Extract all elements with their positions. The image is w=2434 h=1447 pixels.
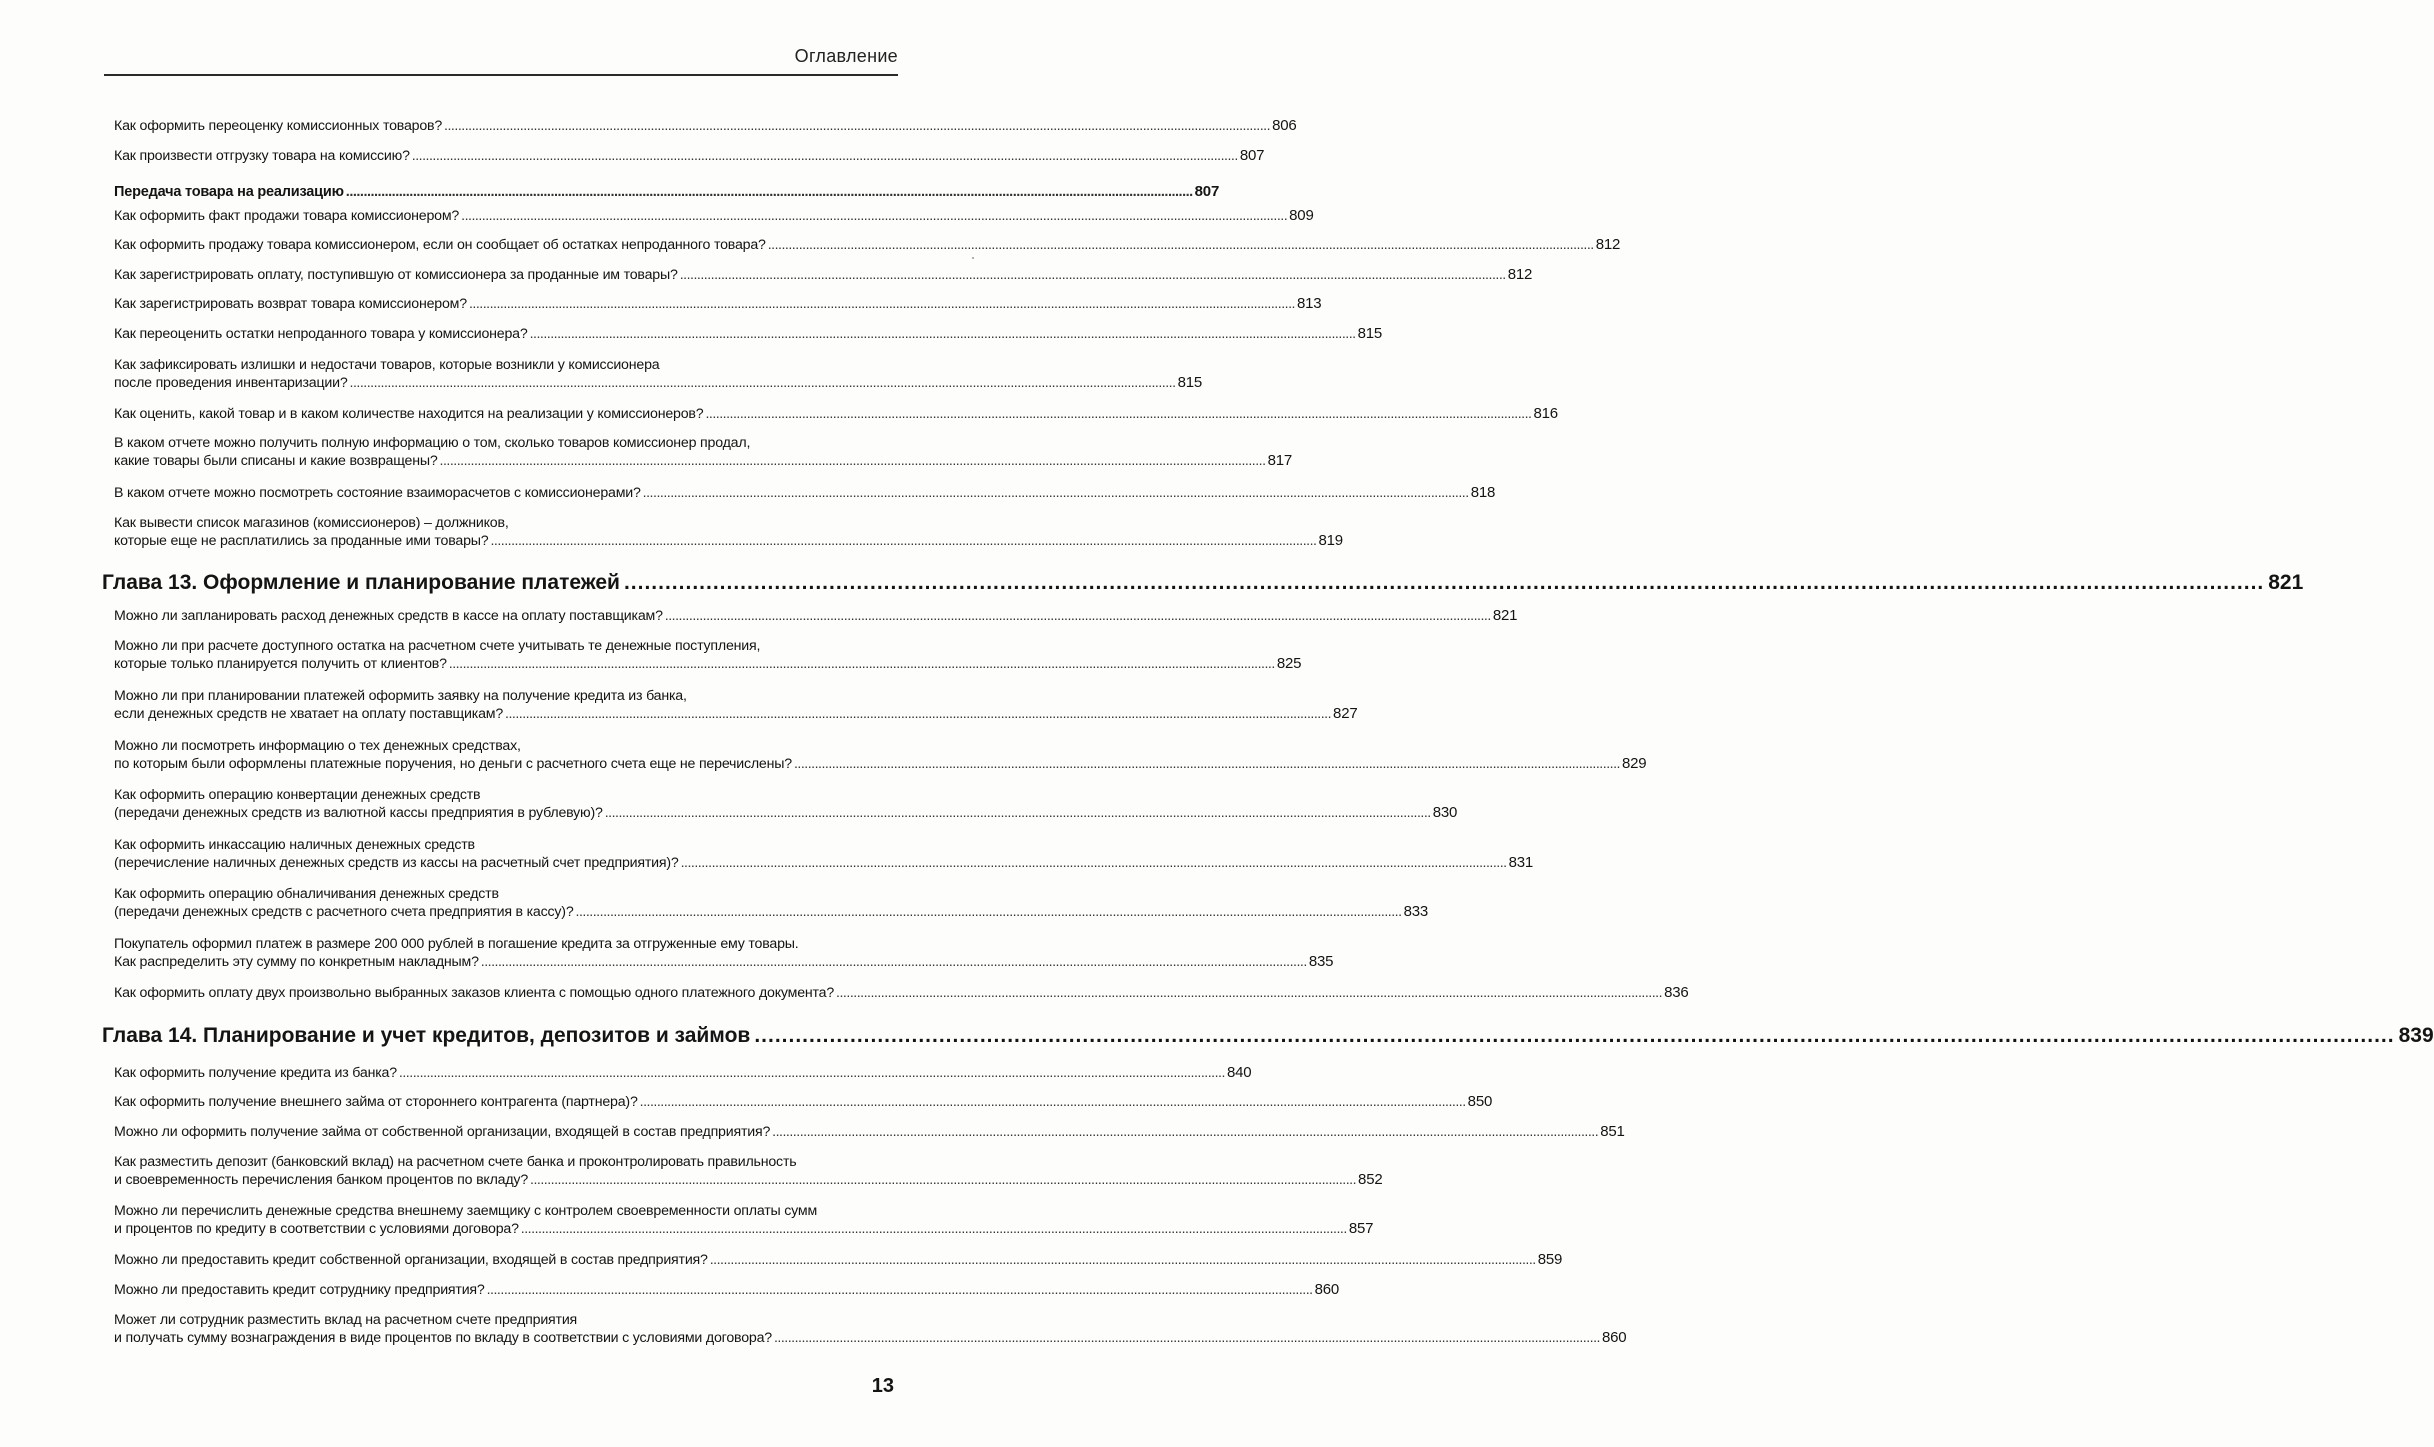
chapter-heading[interactable] <box>102 1023 2434 1049</box>
entry-text-line1: Можно ли при планировании платежей оформить заявку на получение кредита из банка, <box>114 688 687 704</box>
entry-text: Как переоценить остатки непроданного товара у комиссионера? <box>114 326 528 342</box>
entry-page: 806 <box>1272 117 1297 134</box>
toc-entry[interactable] <box>114 514 1343 550</box>
entry-text: и получать сумму вознаграждения в виде процентов по вкладу в соответствии с условиями договора? <box>114 1330 772 1346</box>
entry-text: которые только планируется получить от клиентов? <box>114 656 447 672</box>
toc-entry[interactable] <box>114 885 1428 921</box>
toc-entry[interactable] <box>114 1251 1563 1269</box>
leader-dots: ................................................................................................................................................................................................................................................ <box>486 1282 1313 1298</box>
toc-entry[interactable] <box>114 607 1518 625</box>
leader-dots: ................................................................................................................................................................................................................................................ <box>623 571 2265 594</box>
entry-text: Можно ли предоставить кредит сотруднику предприятия? <box>114 1282 485 1298</box>
entry-page: 833 <box>1403 903 1428 920</box>
entry-text-line1: Как разместить депозит (банковский вклад) на расчетном счете банка и проконтролировать правильность <box>114 1154 797 1170</box>
entry-text: Как оформить продажу товара комиссионером, если он сообщает об остатках непроданного товара? <box>114 237 766 253</box>
entry-page: 827 <box>1333 705 1358 722</box>
section-text: Передача товара на реализацию <box>114 184 344 200</box>
entry-text: Можно ли оформить получение займа от собственной организации, входящей в состав предприятия? <box>114 1124 771 1140</box>
entry-page: 817 <box>1267 452 1292 469</box>
chapter-heading[interactable] <box>102 570 2304 596</box>
leader-dots: ................................................................................................................................................................................................................................................ <box>448 656 1275 672</box>
leader-dots: ................................................................................................................................................................................................................................................ <box>490 533 1317 549</box>
entry-page: 831 <box>1508 854 1534 871</box>
leader-dots: ................................................................................................................................................................................................................................................ <box>529 326 1356 342</box>
leader-dots: ................................................................................................................................................................................................................................................ <box>520 1221 1347 1237</box>
entry-text: и процентов по кредиту в соответствии с условиями договора? <box>114 1221 519 1237</box>
entry-text: какие товары были списаны и какие возвращены? <box>114 453 438 469</box>
entry-page: 807 <box>1239 147 1265 164</box>
entry-text-line1: Покупатель оформил платеж в размере 200 000 рублей в погашение кредита за отгруженные ему товары. <box>114 936 799 952</box>
toc-entry[interactable] <box>114 295 1322 313</box>
entry-page: 816 <box>1533 405 1558 422</box>
entry-text-line1: Как зафиксировать излишки и недостачи товаров, которые возникли у комиссионера <box>114 357 660 373</box>
leader-dots: ................................................................................................................................................................................................................................................ <box>461 208 1288 224</box>
entry-page: 812 <box>1507 266 1533 283</box>
toc-entry[interactable] <box>114 434 1292 470</box>
running-header <box>104 40 898 76</box>
toc-entry[interactable] <box>114 147 1265 165</box>
page-number: 13 <box>871 1375 894 1397</box>
toc-entry[interactable] <box>114 984 1689 1002</box>
leader-dots: ................................................................................................................................................................................................................................................ <box>836 985 1663 1001</box>
entry-page: 818 <box>1470 484 1496 501</box>
entry-text-line1: Можно ли при расчете доступного остатка на расчетном счете учитывать те денежные поступления, <box>114 638 761 654</box>
entry-text: по которым были оформлены платежные поручения, но деньги с расчетного счета еще не перечислены? <box>114 756 792 772</box>
leader-dots: ................................................................................................................................................................................................................................................ <box>411 148 1238 164</box>
entry-page: 851 <box>1600 1123 1625 1140</box>
entry-page: 815 <box>1357 325 1383 342</box>
entry-text-line1: Как оформить операцию обналичивания денежных средств <box>114 886 499 902</box>
entry-text: Можно ли предоставить кредит собственной организации, входящей в состав предприятия? <box>114 1252 708 1268</box>
entry-page: 840 <box>1226 1064 1252 1081</box>
entry-text: Можно ли запланировать расход денежных средств в кассе на оплату поставщикам? <box>114 608 663 624</box>
leader-dots: ................................................................................................................................................................................................................................................ <box>679 267 1506 283</box>
toc-entry[interactable] <box>114 484 1496 502</box>
entry-text: Как оформить переоценку комиссионных товаров? <box>114 118 443 134</box>
entry-text: Как распределить эту сумму по конкретным накладным? <box>114 954 479 970</box>
leader-dots: ................................................................................................................................................................................................................................................ <box>604 805 1431 821</box>
toc-entry[interactable] <box>114 405 1558 423</box>
entry-page: 860 <box>1602 1329 1627 1346</box>
entry-text: Как оценить, какой товар и в каком количестве находится на реализации у комиссионеров? <box>114 406 704 422</box>
leader-dots: ................................................................................................................................................................................................................................................ <box>349 375 1176 391</box>
leader-dots: ................................................................................................................................................................................................................................................ <box>575 904 1402 920</box>
entry-text: если денежных средств не хватает на оплату поставщикам? <box>114 706 504 722</box>
leader-dots: ................................................................................................................................................................................................................................................ <box>505 706 1332 722</box>
leader-dots: ................................................................................................................................................................................................................................................ <box>754 1024 2395 1047</box>
entry-text: Как зарегистрировать возврат товара комиссионером? <box>114 296 467 312</box>
chapter-page: 821 <box>2268 571 2304 594</box>
entry-page: 819 <box>1318 532 1343 549</box>
entry-text: Как зарегистрировать оплату, поступившую от комиссионера за проданные им товары? <box>114 267 678 283</box>
entry-page: 850 <box>1467 1093 1493 1110</box>
leader-dots: ................................................................................................................................................................................................................................................ <box>793 756 1620 772</box>
leader-dots: ................................................................................................................................................................................................................................................ <box>767 237 1594 253</box>
entry-page: 857 <box>1348 1220 1374 1237</box>
entry-text: которые еще не расплатились за проданные ими товары? <box>114 533 489 549</box>
entry-text: после проведения инвентаризации? <box>114 375 348 391</box>
leader-dots: ................................................................................................................................................................................................................................................ <box>639 1094 1466 1110</box>
entry-text: (передачи денежных средств с расчетного счета предприятия в кассу)? <box>114 904 574 920</box>
leader-dots: ................................................................................................................................................................................................................................................ <box>398 1065 1225 1081</box>
entry-text: Как произвести отгрузку товара на комиссию? <box>114 148 410 164</box>
toc-section[interactable] <box>114 183 1220 201</box>
entry-text-line1: Как оформить инкассацию наличных денежных средств <box>114 837 475 853</box>
toc-entry[interactable] <box>114 935 1334 971</box>
entry-text: (передачи денежных средств из валютной кассы предприятия в рублевую)? <box>114 805 603 821</box>
leader-dots: ................................................................................................................................................................................................................................................ <box>773 1330 1600 1346</box>
entry-text: В каком отчете можно посмотреть состояние взаиморасчетов с комиссионерами? <box>114 485 641 501</box>
entry-text-line1: Как оформить операцию конвертации денежных средств <box>114 787 481 803</box>
toc-entry[interactable] <box>114 1093 1493 1111</box>
leader-dots: ................................................................................................................................................................................................................................................ <box>345 184 1193 200</box>
entry-page: 815 <box>1177 374 1202 391</box>
toc-entry[interactable] <box>114 236 1621 254</box>
entry-page: 852 <box>1358 1171 1383 1188</box>
leader-dots: ................................................................................................................................................................................................................................................ <box>480 954 1307 970</box>
entry-text-line1: Можно ли перечислить денежные средства внешнему заемщику с контролем своевременности оплаты сумм <box>114 1203 818 1219</box>
toc-entry[interactable] <box>114 737 1647 773</box>
chapter-title: Глава 13. Оформление и планирование платежей <box>102 571 620 594</box>
leader-dots: ................................................................................................................................................................................................................................................ <box>530 1172 1357 1188</box>
entry-page: 829 <box>1621 755 1647 772</box>
toc-entry[interactable] <box>114 325 1383 343</box>
entry-page: 835 <box>1308 953 1334 970</box>
leader-dots: ................................................................................................................................................................................................................................................ <box>439 453 1266 469</box>
leader-dots: ................................................................................................................................................................................................................................................ <box>680 855 1507 871</box>
leader-dots: ................................................................................................................................................................................................................................................ <box>468 296 1295 312</box>
toc-entry[interactable] <box>114 836 1534 872</box>
entry-text-line1: Может ли сотрудник разместить вклад на расчетном счете предприятия <box>114 1312 578 1328</box>
leader-dots: ................................................................................................................................................................................................................................................ <box>664 608 1491 624</box>
entry-page: 860 <box>1314 1281 1340 1298</box>
leader-dots: ................................................................................................................................................................................................................................................ <box>444 118 1271 134</box>
toc-entry[interactable] <box>114 637 1302 673</box>
toc-entry[interactable] <box>114 1311 1627 1347</box>
entry-page: 830 <box>1432 804 1458 821</box>
entry-page: 821 <box>1492 607 1518 624</box>
section-page: 807 <box>1194 183 1220 200</box>
chapter-title: Глава 14. Планирование и учет кредитов, депозитов и займов <box>102 1024 751 1047</box>
toc-entry[interactable] <box>114 1064 1252 1082</box>
toc-entry[interactable] <box>114 207 1314 225</box>
leader-dots: ................................................................................................................................................................................................................................................ <box>705 406 1532 422</box>
entry-text: Как оформить факт продажи товара комиссионером? <box>114 208 460 224</box>
entry-text-line1: Можно ли посмотреть информацию о тех денежных средствах, <box>114 738 521 754</box>
toc-entry[interactable] <box>114 786 1458 822</box>
toc-entry[interactable] <box>114 1123 1625 1141</box>
toc-entry[interactable] <box>114 1202 1374 1238</box>
toc-entry[interactable] <box>114 1281 1340 1299</box>
entry-page: 813 <box>1296 295 1322 312</box>
entry-page: 859 <box>1537 1251 1563 1268</box>
leader-dots: ................................................................................................................................................................................................................................................ <box>772 1124 1599 1140</box>
entry-text: Как оформить получение кредита из банка? <box>114 1065 397 1081</box>
entry-text: (перечисление наличных денежных средств из кассы на расчетный счет предприятия)? <box>114 855 679 871</box>
chapter-page: 839 <box>2398 1024 2434 1047</box>
toc-entry[interactable] <box>114 356 1202 392</box>
toc-entry[interactable] <box>114 266 1533 284</box>
entry-page: 809 <box>1289 207 1314 224</box>
leader-dots: ................................................................................................................................................................................................................................................ <box>642 485 1469 501</box>
entry-text-line1: Как вывести список магазинов (комиссионеров) – должников, <box>114 515 509 531</box>
entry-page: 836 <box>1664 984 1689 1001</box>
entry-text: Как оформить получение внешнего займа от стороннего контрагента (партнера)? <box>114 1094 638 1110</box>
entry-page: 825 <box>1276 655 1302 672</box>
entry-text: Как оформить оплату двух произвольно выбранных заказов клиента с помощью одного платежного документа? <box>114 985 835 1001</box>
entry-page: 812 <box>1595 236 1621 253</box>
leader-dots: ................................................................................................................................................................................................................................................ <box>709 1252 1536 1268</box>
entry-text: и своевременность перечисления банком процентов по вкладу? <box>114 1172 529 1188</box>
toc-entry[interactable] <box>114 1153 1383 1189</box>
header-title: Оглавление <box>794 46 898 66</box>
entry-text-line1: В каком отчете можно получить полную информацию о том, сколько товаров комиссионер продал, <box>114 435 751 451</box>
toc-entry[interactable] <box>114 687 1358 723</box>
scan-speck <box>972 257 974 259</box>
toc-entry[interactable] <box>114 117 1297 135</box>
